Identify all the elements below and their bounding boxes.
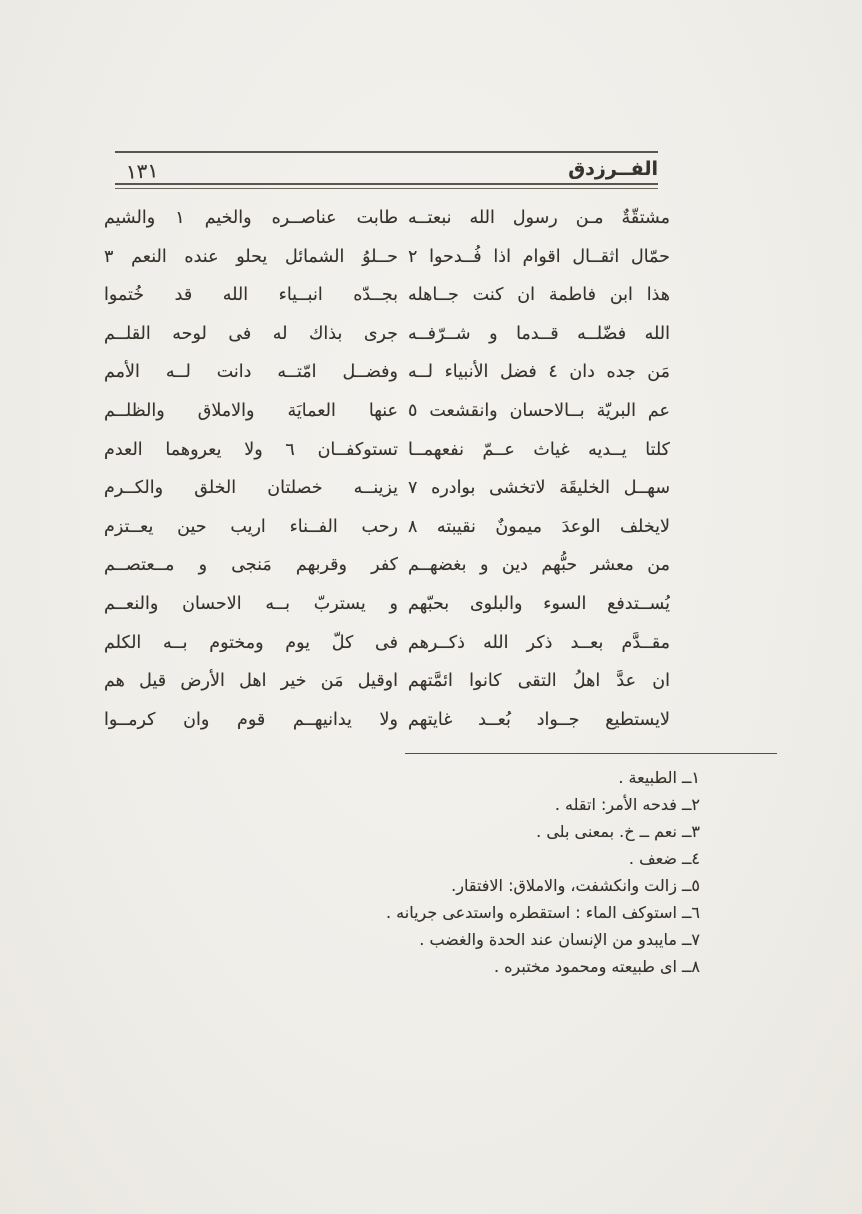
page-number: ١٣١ (125, 158, 159, 184)
verse-row (104, 508, 670, 547)
book-title: الفــرزدق (568, 158, 658, 180)
verse-sadr: مشتقّةٌ مـن رسول الله نبعتــه (408, 208, 670, 228)
verse-row (104, 546, 670, 585)
verse-row (104, 701, 670, 740)
verse-sadr: لايخلف الوعدَ ميمونٌ نقيبته ٨ (408, 516, 670, 537)
verse-ajuz: ولا يدانيهــم قوم وان كرمــوا (104, 709, 398, 730)
verse-row (104, 276, 670, 315)
footnote-item: ١ــ الطبيعة . (618, 768, 700, 787)
verse-sadr: مَن جده دان ٤ فضل الأنبياء لــه (408, 362, 670, 383)
verse-sadr: مقــدَّم بعــد ذكر الله ذكــرهم (408, 632, 670, 653)
poem-block (104, 199, 670, 739)
verse-ajuz: و يستربّ بــه الاحسان والنعــم (104, 593, 398, 614)
verse-row (104, 624, 670, 663)
footnote-item: ٧ــ مايبدو من الإنسان عند الحدة والغضب . (419, 930, 700, 949)
verse-ajuz: رحب الفــناء اريب حين يعــتزم (104, 516, 398, 537)
verse-sadr: حمّال اثقــال اقوام اذا فُــدحوا ٢ (408, 246, 670, 267)
verse-ajuz: يزينــه خصلتان الخلق والكــرم (104, 478, 398, 499)
footnote-item: ٦ــ استوكف الماء : استقطره واستدعى جريانه . (385, 903, 700, 922)
verse-ajuz: عنها العمايَة والاملاق والظلــم (104, 400, 398, 421)
footnote-item: ٥ــ زالت وانكشفت، والاملاق: الافتقار. (451, 876, 700, 895)
footnotes-block (260, 764, 700, 980)
verse-sadr: ان عدَّ اهلُ التقى كانوا ائمَّتهم (408, 671, 670, 692)
verse-sadr: من معشر حبُّهم دين و بغضهــم (408, 555, 670, 576)
verse-ajuz: طابت عناصــره والخيم ١ والشيم (104, 208, 398, 228)
verse-sadr: كلتا يــديه غياث عــمّ نفعهمــا (408, 439, 670, 460)
footnote-item: ٨ــ اى طبيعته ومحمود مختبره . (494, 957, 700, 976)
verse-row (104, 662, 670, 701)
verse-sadr: يُســتدفع السوء والبلوى بحبّهم (408, 593, 670, 614)
verse-row (104, 392, 670, 431)
verse-sadr: الله فضّلــه قــدما و شــرّفــه (408, 323, 670, 344)
footnote-item: ٤ــ ضعف . (628, 849, 700, 868)
verse-ajuz: فى كلّ يوم ومختوم بــه الكلم (104, 632, 398, 653)
verse-ajuz: اوقيل مَن خير اهل الأرض قيل هم (104, 671, 398, 692)
verse-sadr: سهــل الخليقَة لاتخشى بوادره ٧ (408, 478, 670, 499)
footnote-item: ٢ــ فدحه الأمر: اتقله . (554, 795, 700, 814)
verse-ajuz: بجــدّه انبــياء الله قد خُتموا (104, 285, 398, 306)
footnote-item: ٣ــ نعم ــ خ. بمعنى بلى . (536, 822, 700, 841)
verse-ajuz: كفر وقربهم مَنجى و مــعتصــم (104, 555, 398, 576)
verse-row (104, 238, 670, 277)
verse-row (104, 353, 670, 392)
verse-ajuz: وفضــل امّتــه دانت لــه الأمم (104, 362, 398, 383)
verse-row (104, 431, 670, 470)
verse-row (104, 469, 670, 508)
verse-ajuz: حــلوُ الشمائل يحلو عنده النعم ٣ (104, 246, 398, 267)
verse-row (104, 199, 670, 238)
verse-sadr: لايستطيع جــواد بُعــد غايتهم (408, 709, 670, 730)
verse-ajuz: جرى بذاك له فى لوحه القلــم (104, 323, 398, 344)
verse-row (104, 315, 670, 354)
verse-row (104, 585, 670, 624)
verse-sadr: عم البريّة بــالاحسان وانقشعت ٥ (408, 400, 670, 421)
header-rule-bottom (115, 183, 658, 189)
header-rule-top (115, 151, 658, 153)
footnote-separator-rule (405, 753, 777, 754)
verse-ajuz: تستوكفــان ٦ ولا يعروهما العدم (104, 439, 398, 460)
verse-sadr: هذا ابن فاطمة ان كنت جــاهله (408, 285, 670, 306)
